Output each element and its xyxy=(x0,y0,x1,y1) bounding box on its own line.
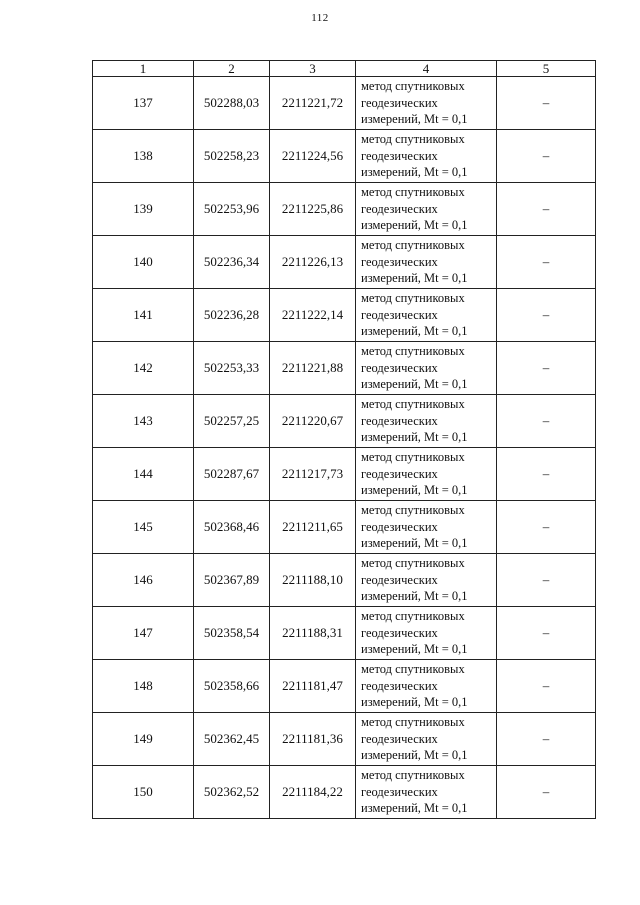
method-line: геодезических xyxy=(361,784,438,799)
method-line: измерений, Mt = 0,1 xyxy=(361,801,468,816)
method-line: геодезических xyxy=(361,254,438,269)
point-number-cell: 140 xyxy=(93,236,194,289)
method-cell xyxy=(356,766,497,819)
method-line: метод спутниковых xyxy=(361,238,465,253)
y-coordinate-cell: 2211225,86 xyxy=(270,183,356,236)
note-cell: – xyxy=(497,766,596,819)
y-coordinate-cell: 2211222,14 xyxy=(270,289,356,342)
point-number-cell: 138 xyxy=(93,130,194,183)
note-cell: – xyxy=(497,395,596,448)
method-cell xyxy=(356,183,497,236)
table-row xyxy=(93,501,596,554)
y-coordinate-cell: 2211217,73 xyxy=(270,448,356,501)
method-cell xyxy=(356,607,497,660)
method-line: геодезических xyxy=(361,678,438,693)
y-coordinate-cell: 2211211,65 xyxy=(270,501,356,554)
method-line: измерений, Mt = 0,1 xyxy=(361,642,468,657)
method-cell xyxy=(356,289,497,342)
method-line: метод спутниковых xyxy=(361,503,465,518)
x-coordinate-cell: 502362,52 xyxy=(194,766,270,819)
table-row xyxy=(93,660,596,713)
method-line: метод спутниковых xyxy=(361,79,465,94)
header-column-1: 1 xyxy=(93,61,194,77)
note-cell: – xyxy=(497,183,596,236)
method-line: измерений, Mt = 0,1 xyxy=(361,483,468,498)
point-number-cell: 149 xyxy=(93,713,194,766)
method-line: измерений, Mt = 0,1 xyxy=(361,165,468,180)
method-line: геодезических xyxy=(361,413,438,428)
note-cell: – xyxy=(497,289,596,342)
note-cell: – xyxy=(497,554,596,607)
method-line: метод спутниковых xyxy=(361,450,465,465)
y-coordinate-cell: 2211221,88 xyxy=(270,342,356,395)
method-cell xyxy=(356,713,497,766)
table-row xyxy=(93,342,596,395)
x-coordinate-cell: 502287,67 xyxy=(194,448,270,501)
note-cell: – xyxy=(497,77,596,130)
method-line: измерений, Mt = 0,1 xyxy=(361,271,468,286)
method-line: метод спутниковых xyxy=(361,397,465,412)
table-row xyxy=(93,554,596,607)
table-row xyxy=(93,130,596,183)
method-cell xyxy=(356,342,497,395)
method-line: геодезических xyxy=(361,201,438,216)
x-coordinate-cell: 502368,46 xyxy=(194,501,270,554)
header-column-4: 4 xyxy=(356,61,497,77)
method-line: измерений, Mt = 0,1 xyxy=(361,748,468,763)
method-line: метод спутниковых xyxy=(361,132,465,147)
method-line: геодезических xyxy=(361,360,438,375)
method-line: измерений, Mt = 0,1 xyxy=(361,112,468,127)
method-line: метод спутниковых xyxy=(361,556,465,571)
y-coordinate-cell: 2211184,22 xyxy=(270,766,356,819)
x-coordinate-cell: 502358,66 xyxy=(194,660,270,713)
method-cell xyxy=(356,236,497,289)
header-column-2: 2 xyxy=(194,61,270,77)
method-cell xyxy=(356,130,497,183)
point-number-cell: 147 xyxy=(93,607,194,660)
point-number-cell: 139 xyxy=(93,183,194,236)
table-row xyxy=(93,713,596,766)
x-coordinate-cell: 502257,25 xyxy=(194,395,270,448)
method-cell xyxy=(356,501,497,554)
point-number-cell: 148 xyxy=(93,660,194,713)
method-line: геодезических xyxy=(361,572,438,587)
table-row xyxy=(93,607,596,660)
header-column-3: 3 xyxy=(270,61,356,77)
table-row xyxy=(93,395,596,448)
y-coordinate-cell: 2211181,36 xyxy=(270,713,356,766)
point-number-cell: 150 xyxy=(93,766,194,819)
method-line: метод спутниковых xyxy=(361,344,465,359)
x-coordinate-cell: 502253,33 xyxy=(194,342,270,395)
method-line: измерений, Mt = 0,1 xyxy=(361,695,468,710)
note-cell: – xyxy=(497,130,596,183)
table-row xyxy=(93,766,596,819)
x-coordinate-cell: 502253,96 xyxy=(194,183,270,236)
table-row xyxy=(93,289,596,342)
header-column-5: 5 xyxy=(497,61,596,77)
point-number-cell: 145 xyxy=(93,501,194,554)
point-number-cell: 144 xyxy=(93,448,194,501)
note-cell: – xyxy=(497,236,596,289)
y-coordinate-cell: 2211188,10 xyxy=(270,554,356,607)
point-number-cell: 141 xyxy=(93,289,194,342)
method-cell xyxy=(356,660,497,713)
method-line: измерений, Mt = 0,1 xyxy=(361,324,468,339)
y-coordinate-cell: 2211181,47 xyxy=(270,660,356,713)
y-coordinate-cell: 2211224,56 xyxy=(270,130,356,183)
method-cell xyxy=(356,395,497,448)
point-number-cell: 137 xyxy=(93,77,194,130)
method-line: метод спутниковых xyxy=(361,662,465,677)
x-coordinate-cell: 502288,03 xyxy=(194,77,270,130)
method-line: геодезических xyxy=(361,625,438,640)
page-number: 112 xyxy=(311,12,329,24)
method-line: измерений, Mt = 0,1 xyxy=(361,377,468,392)
method-line: измерений, Mt = 0,1 xyxy=(361,589,468,604)
table-row xyxy=(93,183,596,236)
method-line: метод спутниковых xyxy=(361,768,465,783)
method-line: геодезических xyxy=(361,466,438,481)
method-line: геодезических xyxy=(361,731,438,746)
x-coordinate-cell: 502367,89 xyxy=(194,554,270,607)
method-line: геодезических xyxy=(361,519,438,534)
method-line: измерений, Mt = 0,1 xyxy=(361,218,468,233)
method-line: метод спутниковых xyxy=(361,715,465,730)
table-row xyxy=(93,448,596,501)
y-coordinate-cell: 2211226,13 xyxy=(270,236,356,289)
x-coordinate-cell: 502362,45 xyxy=(194,713,270,766)
x-coordinate-cell: 502236,34 xyxy=(194,236,270,289)
method-line: геодезических xyxy=(361,307,438,322)
point-number-cell: 142 xyxy=(93,342,194,395)
note-cell: – xyxy=(497,713,596,766)
note-cell: – xyxy=(497,448,596,501)
coordinates-table xyxy=(92,60,596,819)
table-row xyxy=(93,77,596,130)
method-line: геодезических xyxy=(361,148,438,163)
point-number-cell: 143 xyxy=(93,395,194,448)
y-coordinate-cell: 2211188,31 xyxy=(270,607,356,660)
method-cell xyxy=(356,448,497,501)
note-cell: – xyxy=(497,342,596,395)
method-line: измерений, Mt = 0,1 xyxy=(361,430,468,445)
x-coordinate-cell: 502258,23 xyxy=(194,130,270,183)
method-line: метод спутниковых xyxy=(361,185,465,200)
method-cell xyxy=(356,554,497,607)
note-cell: – xyxy=(497,607,596,660)
method-line: метод спутниковых xyxy=(361,291,465,306)
method-line: метод спутниковых xyxy=(361,609,465,624)
y-coordinate-cell: 2211220,67 xyxy=(270,395,356,448)
x-coordinate-cell: 502358,54 xyxy=(194,607,270,660)
table-row xyxy=(93,236,596,289)
note-cell: – xyxy=(497,501,596,554)
note-cell: – xyxy=(497,660,596,713)
x-coordinate-cell: 502236,28 xyxy=(194,289,270,342)
y-coordinate-cell: 2211221,72 xyxy=(270,77,356,130)
method-line: геодезических xyxy=(361,95,438,110)
method-line: измерений, Mt = 0,1 xyxy=(361,536,468,551)
table-header-row xyxy=(93,61,596,77)
method-cell xyxy=(356,77,497,130)
point-number-cell: 146 xyxy=(93,554,194,607)
